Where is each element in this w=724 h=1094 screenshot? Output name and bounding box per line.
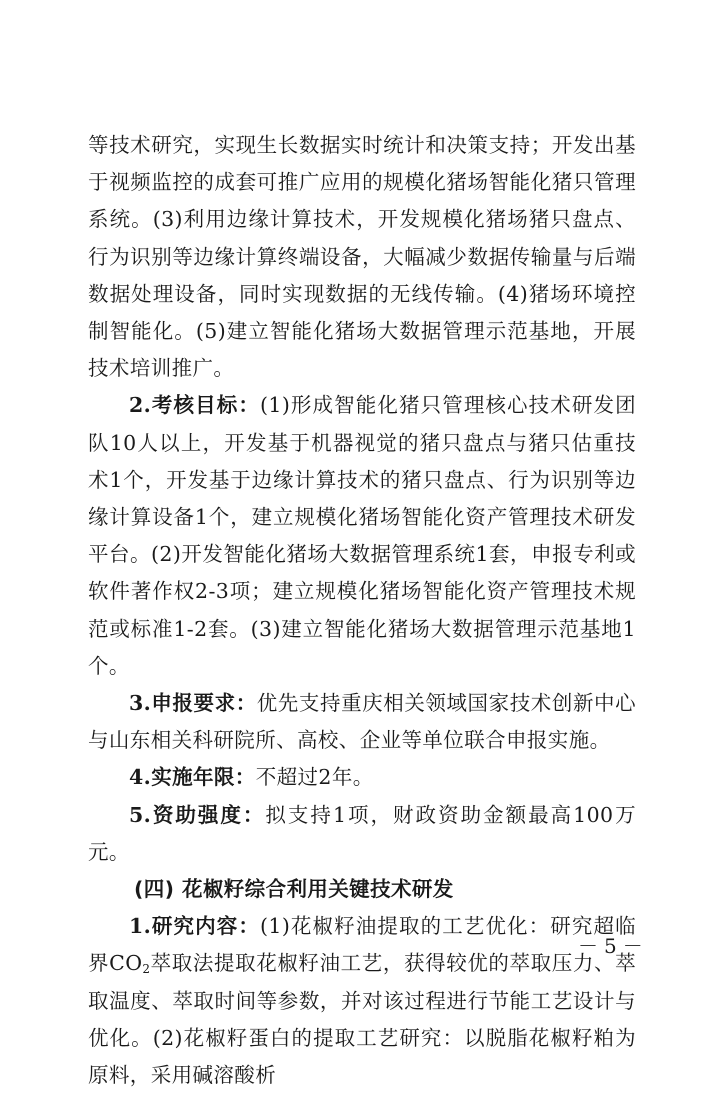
funding-intensity-text: 拟支持1项，财政资助金额最高100万元。 — [88, 802, 637, 864]
research-content-text-a: (1)花椒籽油提取的工艺优化：研究超临界CO — [88, 914, 637, 976]
document-body — [88, 127, 636, 1094]
assessment-goals-text: (1)形成智能化猪只管理核心技术研发团队10人以上，开发基于机器视觉的猪只盘点与猪只估重技术1个，开发基于边缘计算技术的猪只盘点、行为识别等边缘计算设备1个，建立规模化猪场智能化资产管理技术研发平台。(2)开发智能化猪场大数据管理系统1套，申报专利或软件著作权2-3项；建立规模化猪场智能化资产管理技术规范或标准1-2套。(3)建立智能化猪场大数据管理示范基地1个。 — [88, 393, 637, 678]
paragraph-research-content-continued: 等技术研究，实现生长数据实时统计和决策支持；开发出基于视频监控的成套可推广应用的规模化猪场智能化猪只管理系统。(3)利用边缘计算技术，开发规模化猪场猪只盘点、行为识别等边缘计算终端设备，大幅减少数据传输量与后端数据处理设备，同时实现数据的无线传输。(4)猪场环境控制智能化。(5)建立智能化猪场大数据管理示范基地，开展技术培训推广。 — [88, 133, 636, 381]
funding-intensity-label: 5.资助强度： — [129, 802, 266, 827]
paragraph-application-requirements — [88, 685, 636, 759]
paragraph-research-content — [88, 908, 636, 1094]
paragraph-funding-intensity — [88, 797, 636, 871]
paragraph-implementation-period — [88, 759, 636, 796]
assessment-goals-label: 2.考核目标： — [129, 393, 260, 418]
co2-subscript: 2 — [142, 962, 151, 977]
application-requirements-text: 优先支持重庆相关领域国家技术创新中心与山东相关科研院所、高校、企业等单位联合申报实施。 — [88, 691, 637, 753]
page-number: －5－ — [578, 934, 649, 958]
implementation-period-text: 不超过2年。 — [255, 765, 374, 790]
research-content-text-b: 萃取法提取花椒籽油工艺，获得较优的萃取压力、萃取温度、萃取时间等参数，并对该过程进行节能工艺设计与优化。(2)花椒籽蛋白的提取工艺研究：以脱脂花椒籽粕为原料，采用碱溶酸析 — [88, 951, 636, 1088]
section-heading: (四) 花椒籽综合利用关键技术研发 — [134, 877, 454, 902]
application-requirements-label: 3.申报要求： — [129, 691, 257, 716]
research-content-label: 1.研究内容： — [129, 914, 260, 939]
paragraph-assessment-goals — [88, 387, 636, 685]
implementation-period-label: 4.实施年限： — [129, 765, 256, 790]
